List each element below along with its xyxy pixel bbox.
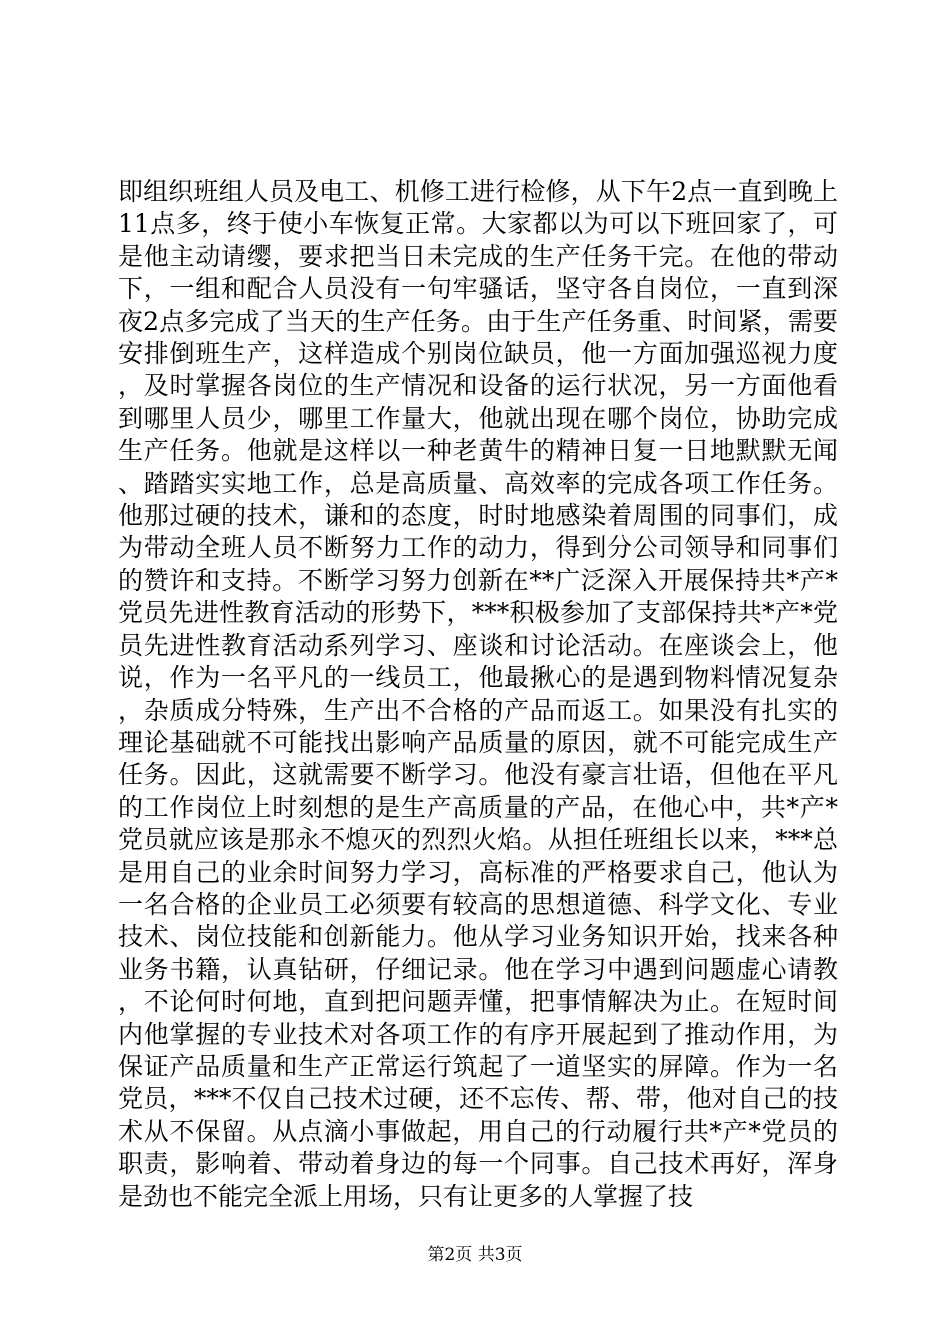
body-paragraph: 即组织班组人员及电工、机修工进行检修，从下午2点一直到晚上11点多，终于使小车恢复正常。大家都以为可以下班回家了，可是他主动请缨，要求把当日未完成的生产任务干完。在他的带动下，一组和配合人员没有一句牢骚话，坚守各自岗位，一直到深夜2点多完成了当天的生产任务。由于生产任务重、时间紧，需要安排倒班生产，这样造成个别岗位缺员，他一方面加强巡视力度，及时掌握各岗位的生产情况和设备的运行状况，另一方面他看到哪里人员少，哪里工作量大，他就出现在哪个岗位，协助完成生产任务。他就是这样以一种老黄牛的精神日复一日地默默无闻、踏踏实实地工作，总是高质量、高效率的完成各项工作任务。他那过硬的技术，谦和的态度，时时地感染着周围的同事们，成为带动全班人员不断努力工作的动力，得到分公司领导和同事们的赞许和支持。不断学习努力创新在**广泛深入开展保持共*产*党员先进性教育活动的形势下，***积极参加了支部保持共*产*党员先进性教育活动系列学习、座谈和讨论活动。在座谈会上，他说，作为一名平凡的一线员工，他最揪心的是遇到物料情况复杂，杂质成分特殊，生产出不合格的产品而返工。如果没有扎实的理论基础就不可能找出影响产品质量的原因，就不可能完成生产任务。因此，这就需要不断学习。他没有豪言壮语，但他在平凡的工作岗位上时刻想的是生产高质量的产品，在他心中，共*产*党员就应该是那永不熄灭的烈烈火焰。从担任班组长以来，***总是用自己的业余时间努力学习，高标准的严格要求自己，他认为一名合格的企业员工必须要有较高的思想道德、科学文化、专业技术、岗位技能和创新能力。他从学习业务知识开始，找来各种业务书籍，认真钻研，仔细记录。他在学习中遇到问题虚心请教，不论何时何地，直到把问题弄懂，把事情解决为止。在短时间内他掌握的专业技术对各项工作的有序开展起到了推动作用，为保证产品质量和生产正常运行筑起了一道坚实的屏障。作为一名党员，***不仅自己技术过硬，还不忘传、帮、带，他对自己的技术从不保留。从点滴小事做起，用自己的行动履行共*产*党员的职责，影响着、带动着身边的每一个同事。自己技术再好，浑身是劲也不能完全派上用场，只有让更多的人掌握了技 (118, 177, 838, 1211)
page-footer: 第2页 共3页 (427, 1245, 523, 1265)
